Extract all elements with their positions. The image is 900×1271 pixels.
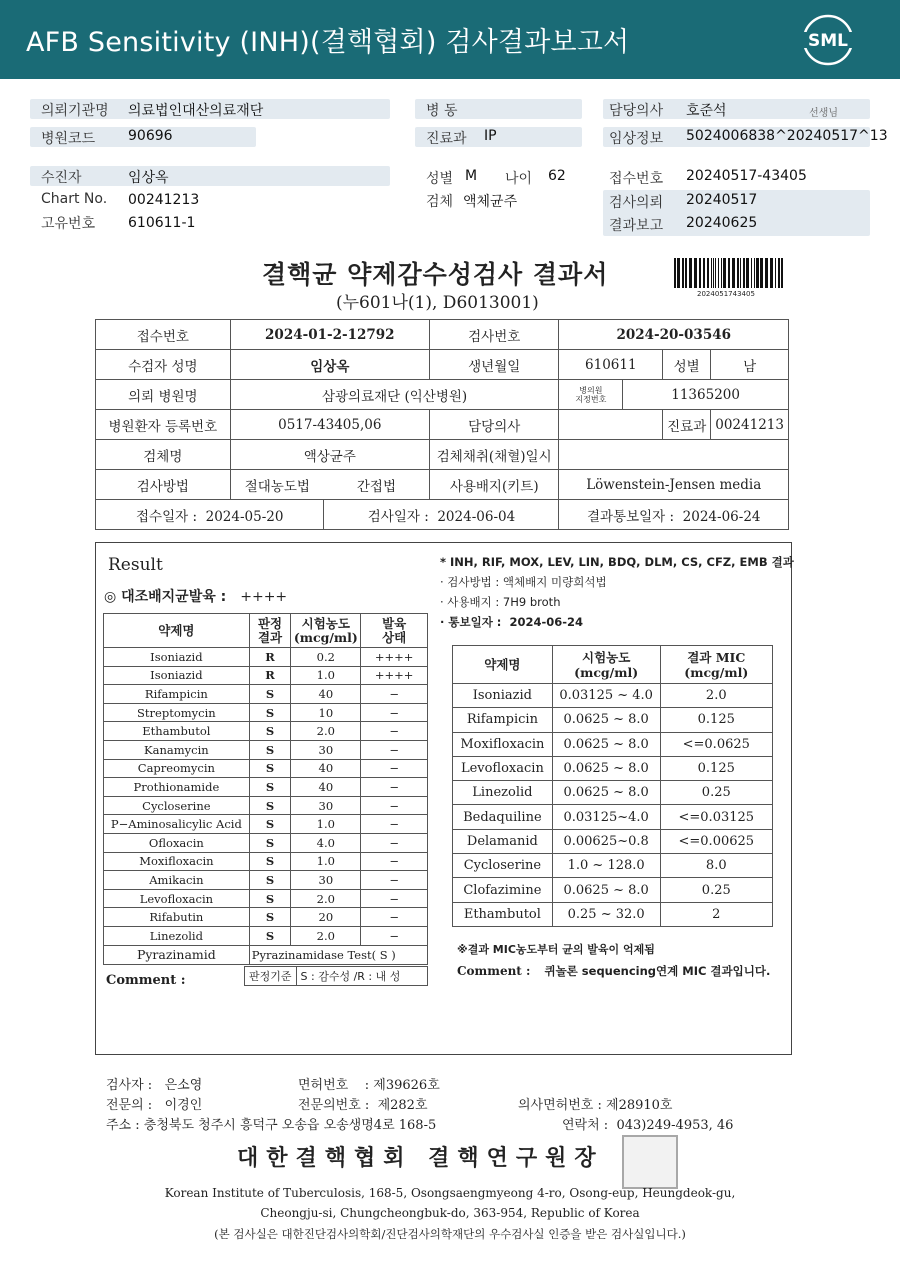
name-label: 수검자 성명	[96, 350, 231, 380]
barcode-number: 2024051743405	[697, 290, 755, 298]
left-cell-growth: −	[361, 703, 428, 722]
right-cell-range: 0.0625 ~ 8.0	[552, 732, 660, 756]
pyrazinamid-drug: Pyrazinamid	[104, 945, 250, 964]
left-cell-growth: −	[361, 778, 428, 797]
left-cell-growth: −	[361, 815, 428, 834]
notify-date-cell: 결과통보일자 : 2024-06-24	[559, 500, 789, 530]
table-row	[104, 759, 428, 778]
test-date-cell: 검사일자 : 2024-06-04	[324, 500, 559, 530]
hospital-label: 의뢰 병원명	[96, 380, 231, 410]
table-row	[104, 722, 428, 741]
table-row	[104, 852, 428, 871]
left-cell-drug: Streptomycin	[104, 703, 250, 722]
reg-value: 0517-43405,06	[230, 410, 429, 440]
right-cell-drug: Cycloserine	[453, 854, 553, 878]
logo-text: SML	[808, 31, 848, 51]
right-cell-drug: Clofazimine	[453, 878, 553, 902]
left-cell-drug: Cycloserine	[104, 796, 250, 815]
table-row	[453, 902, 773, 926]
method-label: 검사방법	[96, 470, 231, 500]
request-label: 검사의뢰	[609, 195, 664, 211]
doctor-value: 호준석	[686, 103, 727, 119]
hospital-id-label: 병의원 지정번호	[559, 380, 623, 410]
pyrazinamid-result: Pyrazinamidase Test( S )	[249, 945, 427, 964]
left-cell-growth: −	[361, 759, 428, 778]
table-row	[104, 833, 428, 852]
left-cell-growth: −	[361, 796, 428, 815]
left-cell-conc: 4.0	[291, 833, 361, 852]
uid-label: 고유번호	[41, 216, 96, 232]
clinical-value: 5024006838^20240517^13	[686, 128, 888, 144]
report-date-label: 결과보고	[609, 218, 664, 234]
left-cell-judge: S	[249, 908, 291, 927]
left-cell-conc: 40	[291, 759, 361, 778]
institution-label: 의뢰기관명	[41, 103, 109, 119]
table-row	[104, 648, 428, 667]
left-cell-drug: Ofloxacin	[104, 833, 250, 852]
table-doctor-value	[559, 410, 663, 440]
receipt-value: 20240517-43405	[686, 168, 807, 184]
specimen-label: 검체	[426, 194, 454, 210]
left-cell-judge: S	[249, 926, 291, 945]
right-h-conc: 시험농도 (mcg/ml)	[552, 646, 660, 684]
left-cell-conc: 30	[291, 796, 361, 815]
request-value: 20240517	[686, 192, 758, 208]
left-cell-judge: R	[249, 648, 291, 667]
left-cell-conc: 2.0	[291, 722, 361, 741]
right-h-drug: 약제명	[453, 646, 553, 684]
right-cell-range: 0.25 ~ 32.0	[552, 902, 660, 926]
tester-line: 검사자 : 은소영	[106, 1078, 203, 1093]
clinical-label: 임상정보	[609, 131, 664, 147]
left-cell-conc: 30	[291, 871, 361, 890]
reg-label: 병원환자 등록번호	[96, 410, 231, 440]
report-date-value: 20240625	[686, 215, 758, 231]
age-value: 62	[548, 168, 566, 184]
note-line-4: · 통보일자 : 2024-06-24	[440, 615, 583, 629]
table-row	[104, 666, 428, 685]
left-cell-judge: S	[249, 703, 291, 722]
right-cell-range: 0.00625~0.8	[552, 829, 660, 853]
chart-label: Chart No.	[41, 191, 108, 207]
table-row	[453, 684, 773, 708]
left-cell-drug: Isoniazid	[104, 648, 250, 667]
specialist-line: 전문의 : 이경인	[106, 1098, 203, 1113]
left-h-drug: 약제명	[104, 614, 250, 648]
left-cell-growth: −	[361, 871, 428, 890]
left-cell-conc: 1.0	[291, 852, 361, 871]
specimen-value: 액체균주	[463, 194, 518, 210]
specialist-no-line: 전문의번호 : 제282호	[298, 1098, 428, 1113]
collect-value	[559, 440, 789, 470]
left-cell-conc: 1.0	[291, 666, 361, 685]
mic-table	[452, 645, 773, 927]
left-cell-judge: S	[249, 796, 291, 815]
left-cell-growth: −	[361, 852, 428, 871]
left-cell-judge: R	[249, 666, 291, 685]
doctor-suffix: 선생님	[809, 108, 838, 119]
media-value: Löwenstein-Jensen media	[559, 470, 789, 500]
liquid-method-note	[440, 552, 794, 632]
left-cell-judge: S	[249, 852, 291, 871]
contact-line: 연락처 : 043)249-4953, 46	[562, 1118, 734, 1133]
left-cell-drug: Ethambutol	[104, 722, 250, 741]
right-cell-drug: Bedaquiline	[453, 805, 553, 829]
right-cell-mic: 0.125	[660, 708, 772, 732]
right-comment: Comment : 퀴놀론 sequencing연계 MIC 결과입니다.	[457, 964, 771, 978]
right-cell-mic: 0.125	[660, 756, 772, 780]
left-cell-conc: 40	[291, 685, 361, 704]
left-cell-growth: ++++	[361, 666, 428, 685]
hospital-code-label: 병원코드	[41, 131, 96, 147]
left-cell-judge: S	[249, 722, 291, 741]
table-row	[104, 871, 428, 890]
dob-label: 생년월일	[429, 350, 559, 380]
english-address-1: Korean Institute of Tuberculosis, 168-5, Osongsaengmyeong 4-ro, Osong-eup, Heungdeok-gu,	[164, 1186, 736, 1200]
right-cell-mic: 0.25	[660, 781, 772, 805]
left-h-conc: 시험농도 (mcg/ml)	[291, 614, 361, 648]
table-row	[453, 781, 773, 805]
left-cell-conc: 1.0	[291, 815, 361, 834]
criteria-box	[244, 966, 428, 986]
left-cell-conc: 2.0	[291, 926, 361, 945]
right-cell-drug: Ethambutol	[453, 902, 553, 926]
right-cell-mic: 2	[660, 902, 772, 926]
certification-note: (본 검사실은 대한진단검사의학회/진단검사의학재단의 우수검사실 인증을 받은 검사실입니다.)	[214, 1227, 686, 1241]
result-heading: Result	[108, 555, 163, 575]
hospital-value: 삼광의료재단 (익산병원)	[230, 380, 559, 410]
left-cell-judge: S	[249, 815, 291, 834]
left-cell-drug: Prothionamide	[104, 778, 250, 797]
table-row	[453, 878, 773, 902]
table-row	[453, 829, 773, 853]
left-cell-conc: 30	[291, 740, 361, 759]
table-row	[453, 708, 773, 732]
right-cell-drug: Isoniazid	[453, 684, 553, 708]
table-row	[453, 854, 773, 878]
right-cell-mic: 0.25	[660, 878, 772, 902]
dept-value: IP	[484, 128, 497, 144]
report-header-title: AFB Sensitivity (INH)(결핵협회) 검사결과보고서	[26, 27, 630, 58]
age-label: 나이	[505, 171, 533, 187]
table-dept-value: 00241213	[711, 410, 789, 440]
right-cell-range: 1.0 ~ 128.0	[552, 854, 660, 878]
patient-label: 수진자	[41, 170, 82, 186]
left-cell-drug: Levofloxacin	[104, 889, 250, 908]
dept-label: 진료과	[426, 131, 467, 147]
left-cell-conc: 20	[291, 908, 361, 927]
doctor-license-line: 의사면허번호 : 제28910호	[518, 1098, 673, 1113]
table-row	[104, 908, 428, 927]
note-line-1: * INH, RIF, MOX, LEV, LIN, BDQ, DLM, CS, CFZ, EMB 결과	[440, 555, 794, 569]
left-cell-growth: −	[361, 685, 428, 704]
right-cell-range: 0.0625 ~ 8.0	[552, 756, 660, 780]
right-cell-mic: <=0.00625	[660, 829, 772, 853]
left-cell-growth: −	[361, 908, 428, 927]
mic-note: ※결과 MIC농도부터 균의 발육이 억제됨	[457, 943, 655, 956]
left-cell-conc: 2.0	[291, 889, 361, 908]
sex-table-value: 남	[711, 350, 789, 380]
test-no-label: 검사번호	[429, 320, 559, 350]
receipt-label: 접수번호	[609, 171, 664, 187]
table-row	[104, 889, 428, 908]
left-cell-conc: 40	[291, 778, 361, 797]
hospital-id-value: 11365200	[623, 380, 789, 410]
right-cell-drug: Moxifloxacin	[453, 732, 553, 756]
report-subtitle: (누601나(1), D6013001)	[336, 293, 539, 313]
right-cell-drug: Levofloxacin	[453, 756, 553, 780]
right-cell-range: 0.0625 ~ 8.0	[552, 708, 660, 732]
right-cell-mic: 2.0	[660, 684, 772, 708]
table-row	[104, 685, 428, 704]
left-cell-drug: Moxifloxacin	[104, 852, 250, 871]
left-cell-drug: Linezolid	[104, 926, 250, 945]
right-cell-range: 0.0625 ~ 8.0	[552, 781, 660, 805]
right-cell-range: 0.03125~4.0	[552, 805, 660, 829]
left-cell-drug: Amikacin	[104, 871, 250, 890]
note-line-2: · 검사방법 : 액체배지 미량희석법	[440, 575, 607, 589]
name-value: 임상옥	[230, 350, 429, 380]
left-cell-drug: Rifampicin	[104, 685, 250, 704]
left-cell-judge: S	[249, 685, 291, 704]
specimen-table-label: 검체명	[96, 440, 231, 470]
collect-label: 검체채취(채혈)일시	[429, 440, 559, 470]
right-cell-drug: Linezolid	[453, 781, 553, 805]
left-comment-label: Comment :	[106, 973, 186, 988]
sex-value: M	[465, 168, 478, 184]
report-title: 결핵균 약제감수성검사 결과서	[262, 260, 609, 289]
right-cell-drug: Rifampicin	[453, 708, 553, 732]
doctor-label: 담당의사	[609, 103, 664, 119]
left-cell-growth: −	[361, 889, 428, 908]
left-cell-drug: Rifabutin	[104, 908, 250, 927]
table-row	[453, 805, 773, 829]
right-cell-mic: 8.0	[660, 854, 772, 878]
left-cell-conc: 10	[291, 703, 361, 722]
right-h-mic: 결과 MIC (mcg/ml)	[660, 646, 772, 684]
license-line: 면허번호 : 제39626호	[298, 1078, 440, 1093]
table-row	[104, 926, 428, 945]
right-cell-range: 0.03125 ~ 4.0	[552, 684, 660, 708]
left-cell-drug: P−Aminosalicylic Acid	[104, 815, 250, 834]
hospital-code-value: 90696	[128, 128, 173, 144]
left-cell-growth: −	[361, 722, 428, 741]
left-cell-judge: S	[249, 740, 291, 759]
organization-name: 대한결핵협회 결핵연구원장	[237, 1145, 604, 1171]
criteria-label: 판정기준	[245, 967, 297, 985]
left-cell-judge: S	[249, 833, 291, 852]
patient-value: 임상옥	[128, 170, 169, 186]
table-row	[104, 796, 428, 815]
official-seal-icon	[622, 1135, 678, 1189]
left-cell-conc: 0.2	[291, 648, 361, 667]
left-cell-growth: −	[361, 740, 428, 759]
left-cell-drug: Isoniazid	[104, 666, 250, 685]
right-cell-mic: <=0.0625	[660, 732, 772, 756]
left-h-growth: 발육 상태	[361, 614, 428, 648]
receipt-no-label: 접수번호	[96, 320, 231, 350]
method-value-1: 절대농도법	[230, 470, 324, 500]
left-cell-judge: S	[249, 759, 291, 778]
media-label: 사용배지(키트)	[429, 470, 559, 500]
uid-value: 610611-1	[128, 215, 196, 231]
sex-label: 성별	[426, 171, 454, 187]
left-cell-judge: S	[249, 889, 291, 908]
test-no-value: 2024-20-03546	[559, 320, 789, 350]
criteria-value: S : 감수성 /R : 내 성	[300, 970, 401, 983]
table-row	[453, 756, 773, 780]
institution-value: 의료법인대산의료재단	[128, 103, 264, 119]
control-growth: ◎ 대조배지균발육 : ++++	[104, 589, 288, 605]
address-line: 주소 : 충청북도 청주시 흥덕구 오송읍 오송생명4로 168-5	[106, 1118, 437, 1133]
table-dept-label: 진료과	[663, 410, 711, 440]
patient-table	[95, 319, 789, 530]
dob-value: 610611	[559, 350, 663, 380]
chart-value: 00241213	[128, 192, 200, 208]
solid-media-table	[103, 613, 428, 965]
left-cell-growth: −	[361, 833, 428, 852]
left-cell-judge: S	[249, 871, 291, 890]
left-cell-growth: ++++	[361, 648, 428, 667]
left-cell-judge: S	[249, 778, 291, 797]
note-line-3: · 사용배지 : 7H9 broth	[440, 595, 561, 609]
table-row	[104, 703, 428, 722]
table-row	[104, 815, 428, 834]
specimen-table-value: 액상균주	[230, 440, 429, 470]
receipt-date-cell: 접수일자 : 2024-05-20	[96, 500, 324, 530]
left-h-judge: 판정 결과	[249, 614, 291, 648]
right-cell-drug: Delamanid	[453, 829, 553, 853]
left-cell-drug: Kanamycin	[104, 740, 250, 759]
table-row	[104, 740, 428, 759]
left-cell-drug: Capreomycin	[104, 759, 250, 778]
table-row	[453, 732, 773, 756]
english-address-2: Cheongju-si, Chungcheongbuk-do, 363-954, Republic of Korea	[260, 1206, 640, 1220]
right-cell-range: 0.0625 ~ 8.0	[552, 878, 660, 902]
left-cell-growth: −	[361, 926, 428, 945]
right-cell-mic: <=0.03125	[660, 805, 772, 829]
patient-info	[0, 0, 900, 240]
receipt-no-value: 2024-01-2-12792	[230, 320, 429, 350]
ward-label: 병 동	[426, 103, 458, 119]
table-doctor-label: 담당의사	[429, 410, 559, 440]
table-row	[104, 778, 428, 797]
barcode-icon	[674, 258, 784, 288]
sex-table-label: 성별	[663, 350, 711, 380]
method-value-2: 간접법	[324, 470, 429, 500]
